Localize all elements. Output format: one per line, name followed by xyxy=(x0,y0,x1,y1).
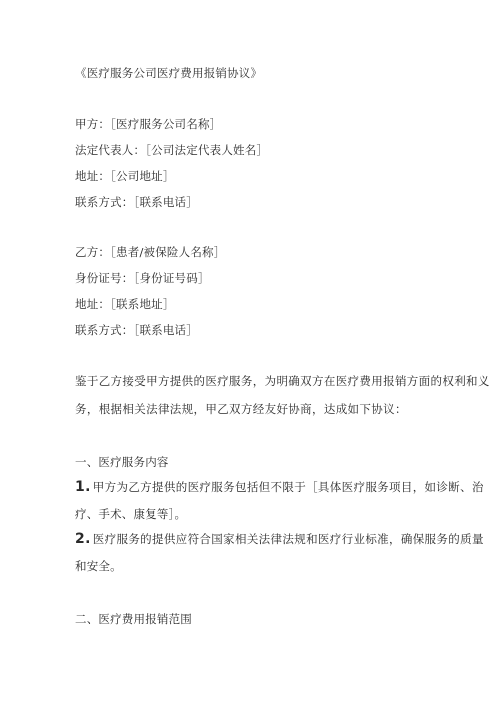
party-a-contact: 联系方式：［联系电话］ xyxy=(75,195,198,209)
party-b-name: 乙方：［患者/被保险人名称］ xyxy=(75,245,226,259)
section-1-item-2-line-2: 和安全。 xyxy=(75,559,122,573)
item-number: 2. xyxy=(75,531,91,547)
section-1-heading: 一、医疗服务内容 xyxy=(75,455,169,469)
section-2-heading: 二、医疗费用报销范围 xyxy=(75,612,192,626)
section-1-item-1-line-1 xyxy=(75,480,484,494)
preamble-line-1: 鉴于乙方接受甲方提供的医疗服务，为明确双方在医疗费用报销方面的权利和义 xyxy=(75,374,490,388)
party-a-address: 地址：［公司地址］ xyxy=(75,169,175,183)
item-text: 医疗服务的提供应符合国家相关法律法规和医疗行业标准，确保服务的质量 xyxy=(92,532,484,546)
party-a-legal-rep: 法定代表人：［公司法定代表人姓名］ xyxy=(75,143,269,157)
document-title: 《医疗服务公司医疗费用报销协议》 xyxy=(75,66,263,80)
party-b-id-number: 身份证号：［身份证号码］ xyxy=(75,271,210,285)
item-text: 甲方为乙方提供的医疗服务包括但不限于［具体医疗服务项目，如诊断、治 xyxy=(92,480,484,494)
preamble-line-2: 务，根据相关法律法规，甲乙双方经友好协商，达成如下协议： xyxy=(75,402,407,416)
item-number: 1. xyxy=(75,479,91,495)
party-b-contact: 联系方式：［联系电话］ xyxy=(75,323,198,337)
section-1-item-2-line-1 xyxy=(75,532,484,546)
party-a-name: 甲方：［医疗服务公司名称］ xyxy=(75,117,222,131)
section-1-item-1-line-2: 疗、手术、康复等］。 xyxy=(75,507,187,521)
party-b-address: 地址：［联系地址］ xyxy=(75,297,175,311)
